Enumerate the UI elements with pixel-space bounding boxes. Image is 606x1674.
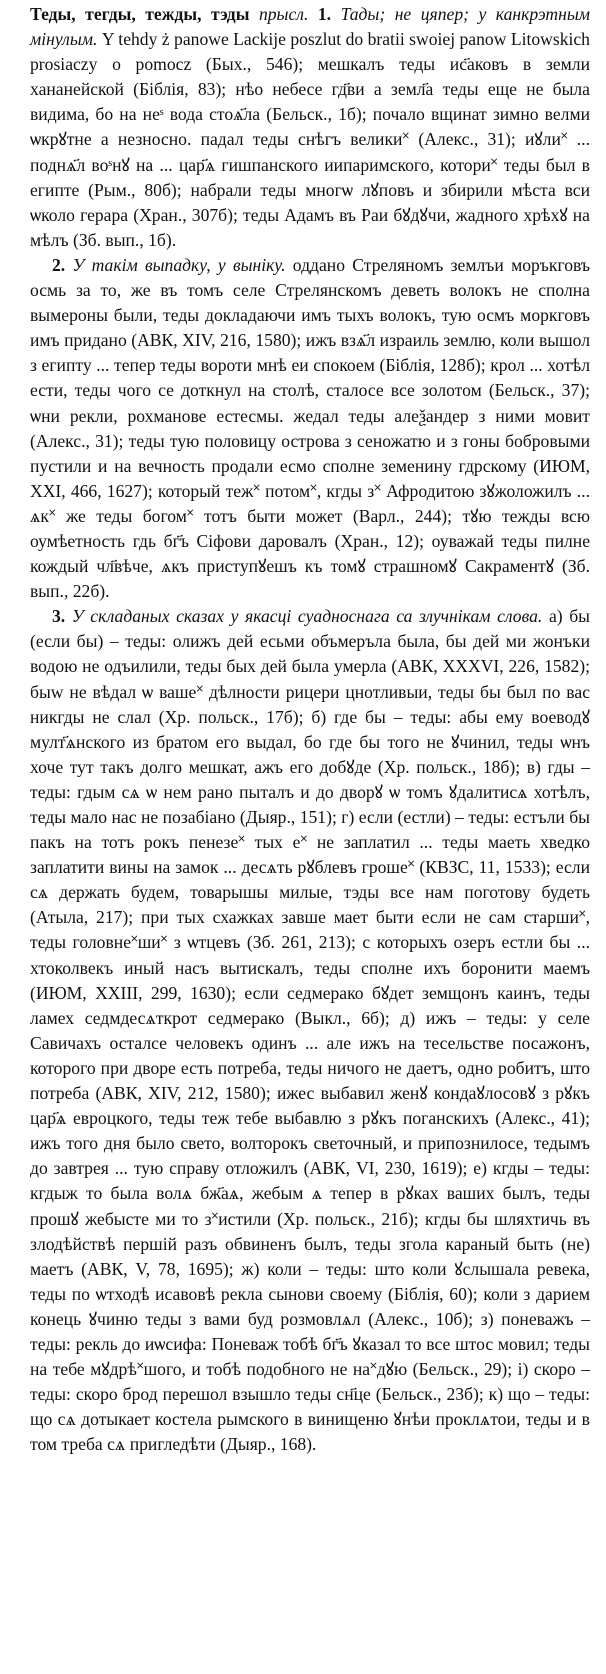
sense-gloss: Тады; не цяпер; у канкрэтным мінулым. [30,4,591,50]
sense-citations: Y tehdy ż panowe Lackije poszlut do bratii swoiej panow Litowskich prosiaczy o pomocz (Бых., 546); мешкалъ теды ис҃аковъ в земли хананейской (Біблія, 83); нѣо небесе гд҃ви а земл҃а теды еще не была видима, бо на неˢ вода стоѧ҃ла (Бельск., 1б); почало вщинат зимно велми ѡкрꙋтне а незносно. падал теды снѣгъ велики˟ (Алекс., 31); иꙋли˟ ... поднѧ҃л воˢнꙋ на ... цар҃ѧ гишпанского иипаримского, котори˟ теды был в египте (Рым., 80б); набрали теды многѡ лꙋповъ и збирили мѣста вси ѡколо герара (Хран., 307б); теды Адамъ въ Раи бꙋдꙋчи, жадного хрѣхꙋ на мѣлъ (Зб. вып., 1б). [30,29,590,250]
sense-number: 1. [317,4,332,24]
sense-number: 3. [52,606,66,627]
sense-gloss: У складаных сказах у якасці суадноснага са злучнікам слова. [71,606,543,627]
dictionary-entry-sense-2 [30,253,590,604]
sense-citations: а) бы (если бы) – теды: олижъ дей есьми объмеръла была, бы дей ми жонъки водою не одъилили, теды быx дей была умерла (АВК, XXXVI, 226, 1582); быw не вѣдал ѡ ваше˟ дѣлности рицери цнотливыи, теды бы был по вас никгды не слал (Хр. польск., 17б); б) где бы – теды: абы ему воеводꙋ мулт҃ѧнского из братом его выдал, бо где бы того не ꙋчинил, теды ѡнъ хоче тут такъ долго мешкат, ажъ его добꙋде (Хр. польск., 18б); в) гды – теды: гдым сѧ ѡ нем рано пыталъ и до дворꙋ ѡ томъ ꙋдалитисѧ хотѣлъ, теды мало нас не позабіано (Дыяр., 151); г) если (естли) – теды: естъли бы пакъ на тотъ рокъ пенезе˟ тых е˟ не заплатил ... теды маеть хведко заплатити вины на замок ... десѧть рꙋблевъ гроше˟ (КВЗС, 11, 1533); если сѧ держать будем, товарышы милые, тэды все нам поготову будеть (Атыла, 217); при тых схажках завше мает быти если не сам старши˟, теды головне˟ши˟ з ѡтцевъ (Зб. 261, 213); с которыхъ озеръ естли бы ... хтоколвекъ иный насъ вытискалъ, теды сполне ихъ боронити маемъ (ИЮМ, XXIII, 299, 1630); если седмерако бꙋдет земщонъ каинъ, теды ламех седмдесѧткрот седмерако (Выкл., 6б); д) ижъ – теды: у селе Савичахъ осталсе человекъ одинъ ... але ижъ на тесельстве посажонъ, которого при дворе есть потреба, теды ничого не даетъ, одно робитъ, што потреба (АВК, XIV, 212, 1580); ижес выбавил женꙋ кондаꙋлосовꙋ з рꙋкъ цар҃ѧ евроцкого, теды теж тебе выбавлю з рꙋкъ поганскихъ (Алекс., 41); ижъ того дня было свето, волторокъ светочный, и припознилосе, тедымъ до завтрея ... тую справу отложилъ (АВК, VI, 230, 1619); е) кгды – теды: кгдыж то была волѧ бж҃аѧ, жебым ѧ тепер в рꙋках ваших былъ, теды прошꙋ жебысте ми то з˟истили (Хр. польск., 21б); кгды бы шляхтичь въ злодѣйствѣ першій разъ обвиненъ былъ, теды згола караный быть (не) маетъ (АВК, V, 78, 1695); ж) коли – теды: што коли ꙋслышала ревека, теды по ѡтходѣ исавовѣ рекла сынови своему (Біблія, 60); коли з дарием конець ꙋчиню теды з вами буд розмовлѧл (Алекс., 10б); з) поневажъ – теды: рекль до иѡсифа: Поневаж тобѣ бг҃ъ ꙋказал то все штос мовил; теды на тебе мꙋдрѣ˟шого, и тобѣ подобного не на˟дꙋю (Бельск., 29); і) скоро – теды: скоро брод перешол взышло теды сн҃це (Бельск., 23б); к) що – теды: що сѧ дотыкает костела рымского в винищеню ꙋнѣи проклѧтои, теды и в том треба сѧ пригледѣти (Дыяр., 168). [30,606,590,1455]
entry-part-of-speech: прысл. [258,4,309,24]
dictionary-entry-sense-3 [30,604,590,1457]
sense-gloss: У такім выпадку, у выніку. [72,254,286,275]
sense-number: 2. [52,254,66,275]
dictionary-entry-sense-1 [30,2,590,253]
entry-headword: Теды, тегды, тежды, тэды [30,4,250,24]
sense-citations: оддано Стреляномъ землъи моръкговъ осмь за то, же въ томъ селе Стрелянскомъ деветь волокъ не сполна вымероны были, теды докладаючи имъ тыхъ волокъ, тую осмъ моркговъ имъ придано (АВК, XIV, 216, 1580); ижъ взѧ҃л израиль землю, коли вышол з египту ... тепер теды вороти мнѣ еи спокоем (Біблія, 128б); крол ... хотѣл ести, теды чого се доткнул на столѣ, сталосе все золотом (Бельск., 37); ѡни рекли, рохманове естесмы. жедал теды алеѯандер з ними мовит (Алекс., 31); теды тую половицу острова з сеножатю и з гоны бобровыми пустили и на вечность продали есмо сполне земенину гдрскому (ИЮМ, XXI, 466, 1627); который теж˟ потом˟, кгды з˟ Афродитою зꙋжоложилъ ... ѧк˟ же теды богом˟ тотъ быти может (Варл., 244); тꙋю тежды всю оумѣетность гдь бг҃ъ Сіфови даровалъ (Хран., 12); оуважай теды пилне кождый чл҃вѣче, ѧкъ приступꙋешъ къ томꙋ страшномꙋ Сакраментꙋ (Зб. вып., 22б). [30,254,590,602]
